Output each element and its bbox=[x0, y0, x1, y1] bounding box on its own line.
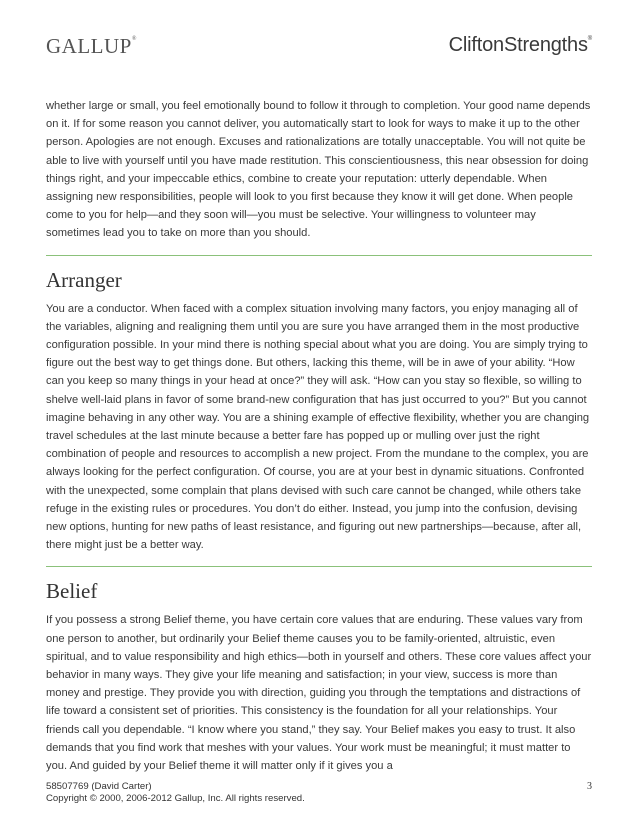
page-footer bbox=[46, 781, 592, 805]
page-header bbox=[46, 30, 592, 64]
section-divider bbox=[46, 255, 592, 256]
section-body-belief: If you possess a strong Belief theme, you have certain core values that are enduring. These values vary from one person to another, but ordinarily your Belief theme causes you to be family-oriented, altruistic, even spiritual, and to value responsibility and high ethics—both in yourself and others. These core values affect your behavior in many ways. They give your life meaning and satisfaction; in your view, success is more than money and prestige. They provide you with direction, guiding you through the temptations and distractions of life toward a consistent set of priorities. This consistency is the foundation for all your relationships. Your friends call you dependable. “I know where you stand,” they say. Your Belief makes you easy to trust. It also demands that you find work that meshes with your values. Your work must be meaningful; it must matter to you. And guided by your Belief theme it will matter only if it gives you a bbox=[46, 614, 592, 773]
footer-id-line: 58507769 (David Carter) bbox=[46, 781, 152, 792]
section-title-belief: Belief bbox=[46, 579, 98, 604]
cliftonstrengths-logo: CliftonStrengths® bbox=[448, 34, 592, 56]
gallup-logo: GALLUP® bbox=[46, 34, 137, 58]
page-content bbox=[46, 97, 592, 775]
section-title-arranger: Arranger bbox=[46, 267, 122, 292]
intro-paragraph: whether large or small, you feel emotionally bound to follow it through to completion. Your good name depends on it. If for some reason you cannot deliver, you automatically start to look for ways to make it up to the other person. Apologies are not enough. Excuses and rationalizations are totally unacceptable. You will not quite be able to live with yourself until you have made restitution. This conscientiousness, this near obsession for doing things right, and your impeccable ethics, combine to create your reputation: utterly dependable. When assigning new responsibilities, people will look to you first because they know it will get done. When people come to you for help—and they soon will—you must be selective. Your willingness to volunteer may sometimes lead you to take on more than you should. bbox=[46, 100, 591, 240]
section-divider bbox=[46, 566, 592, 567]
footer-copyright: Copyright © 2000, 2006-2012 Gallup, Inc. All rights reserved. bbox=[46, 793, 305, 804]
section-body-arranger: You are a conductor. When faced with a complex situation involving many factors, you enjoy managing all of the variables, aligning and realigning them until you are sure you have arranged them in the most productive configuration possible. In your mind there is nothing special about what you are doing. You are simply trying to figure out the best way to get things done. But others, lacking this theme, will be in awe of your ability. “How can you keep so many things in your head at once?” they will ask. “How can you stay so flexible, so willing to shelve well-laid plans in favor of some brand-new configuration that has just occurred to you?” But you cannot imagine behaving in any other way. You are a shining example of effective flexibility, whether you are changing travel schedules at the last minute because a better fare has popped up or mulling over just the right combination of people and resources to accomplish a new project. From the mundane to the complex, you are always looking for the perfect configuration. Of course, you are at your best in dynamic situations. Confronted with the unexpected, some complain that plans devised with such care cannot be changed, while others take refuge in the existing rules or procedures. You don’t do either. Instead, you jump into the confusion, devising new options, hunting for new paths of least resistance, and figuring out new partnerships—because, after all, there might just be a better way. bbox=[46, 302, 590, 552]
page-number: 3 bbox=[587, 781, 592, 792]
